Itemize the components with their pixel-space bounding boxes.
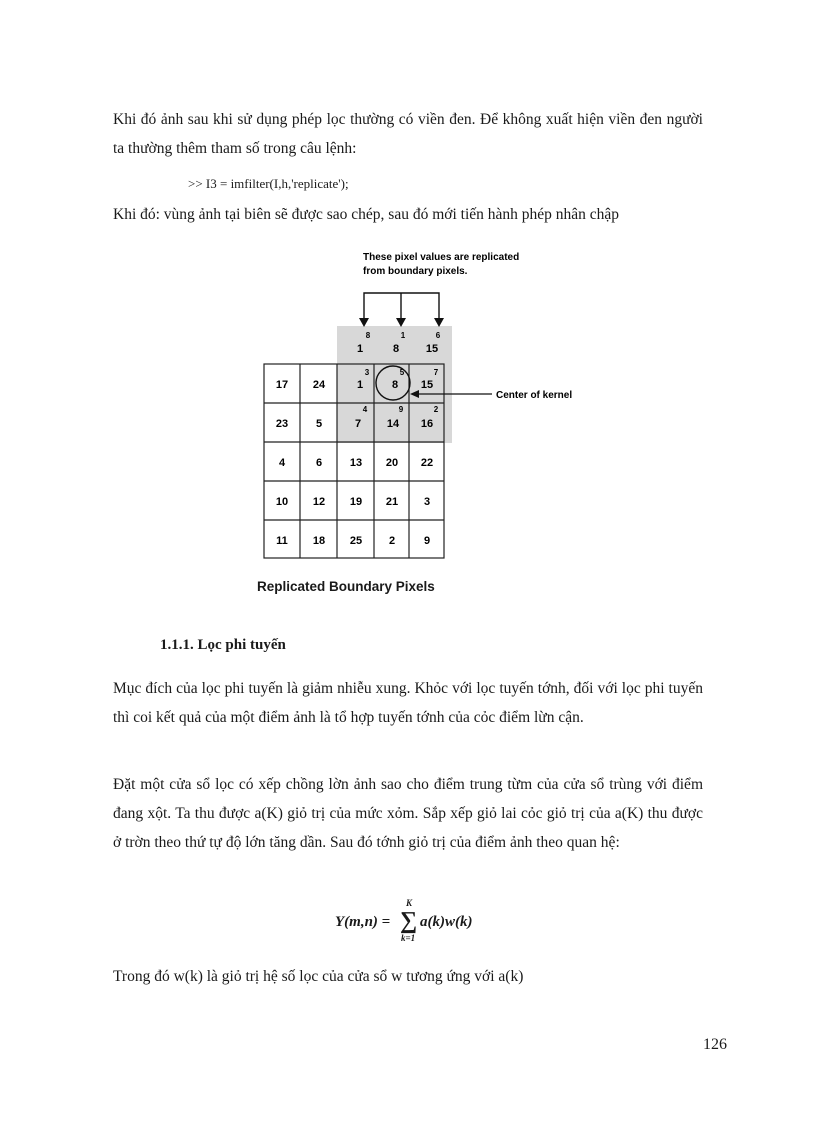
paragraph-4: Đặt một cửa sổ lọc có xếp chồng lờn ảnh sao cho điểm trung từm của cửa sổ trùng với điểm đang xột. Ta thu được a(K) giỏ trị của mức xỏm. Sắp xếp giỏ lai cỏc giỏ trị của a(K) thu được ở trờn theo thứ tự độ lớn tăng dần. Sau đó tớnh giỏ trị của điểm ảnh theo quan hệ:	[113, 776, 703, 851]
cell-2-2: 13	[349, 457, 363, 469]
figure-caption: Replicated Boundary Pixels	[257, 579, 435, 594]
cell-2-0: 4	[278, 457, 286, 469]
page-number: 126	[703, 1036, 727, 1053]
note-line-1: These pixel values are replicated	[363, 252, 520, 263]
kernel-sup-0-1: 5	[399, 368, 405, 377]
kernel-sup-1-1: 9	[398, 405, 404, 414]
cell-0-1: 24	[312, 379, 326, 391]
cell-4-2: 25	[349, 535, 363, 547]
formula-sum-top: K	[406, 898, 413, 908]
cell-0-2: 1	[356, 379, 364, 391]
replicated-sup-2: 1	[400, 331, 406, 340]
cell-1-4: 16	[420, 418, 434, 430]
cell-1-1: 5	[315, 418, 323, 430]
cell-4-3: 2	[388, 535, 396, 547]
cell-2-4: 22	[420, 457, 434, 469]
cell-3-0: 10	[275, 496, 289, 508]
replicated-value-2: 8	[392, 343, 400, 355]
section-heading: 1.1.1. Lọc phi tuyến	[160, 637, 286, 653]
cell-3-3: 21	[385, 496, 399, 508]
formula-sum-symbol: ∑	[400, 908, 418, 934]
replicated-sup-3: 6	[435, 331, 441, 340]
cell-2-1: 6	[315, 457, 323, 469]
cell-4-1: 18	[312, 535, 326, 547]
cell-2-3: 20	[385, 457, 399, 469]
replicated-boundary-figure	[240, 246, 573, 602]
replicated-value-1: 1	[356, 343, 364, 355]
paragraph-3: Mục đích của lọc phi tuyến là giảm nhiễu xung. Khỏc với lọc tuyến tớnh, đối với lọc phi tuyến thì coi kết quả của một điểm ảnh là tổ hợp tuyến tớnh của cỏc điểm lừn cận.	[113, 680, 703, 726]
cell-0-3: 8	[391, 379, 399, 391]
cell-3-2: 19	[349, 496, 363, 508]
kernel-sup-1-0: 4	[362, 405, 368, 414]
formula-sum-bottom: k=1	[401, 933, 416, 943]
paragraph-5: Trong đó w(k) là giỏ trị hệ số lọc của cửa sổ w tương ứng với a(k)	[113, 968, 524, 985]
code-line: >> I3 = imfilter(I,h,'replicate');	[188, 176, 349, 191]
boundary-diagram	[240, 246, 573, 602]
arrow-heads	[359, 318, 444, 327]
kernel-sup-1-2: 2	[433, 405, 439, 414]
cell-0-4: 15	[420, 379, 434, 391]
cell-4-4: 9	[423, 535, 431, 547]
replicated-sup-1: 8	[365, 331, 371, 340]
cell-3-1: 12	[312, 496, 326, 508]
paragraph-1: Khi đó ảnh sau khi sử dụng phép lọc thường có viền đen. Để không xuất hiện viền đen người ta thường thêm tham số trong câu lệnh:	[113, 111, 703, 157]
cell-1-3: 14	[386, 418, 400, 430]
cell-4-0: 11	[276, 535, 288, 547]
cell-1-2: 7	[354, 418, 362, 430]
formula-rhs: a(k)w(k)	[420, 914, 473, 930]
cell-3-4: 3	[423, 496, 431, 508]
kernel-label: Center of kernel	[496, 390, 573, 401]
replication-arrows	[364, 293, 439, 320]
cell-0-0: 17	[275, 379, 289, 391]
formula-lhs: Y(m,n) =	[335, 914, 391, 930]
replicated-value-3: 15	[425, 343, 439, 355]
kernel-sup-0-0: 3	[364, 368, 370, 377]
cell-1-0: 23	[275, 418, 289, 430]
kernel-sup-0-2: 7	[433, 368, 439, 377]
note-line-2: from boundary pixels.	[363, 266, 468, 277]
paragraph-2: Khi đó: vùng ảnh tại biên sẽ được sao chép, sau đó mới tiến hành phép nhân chập	[113, 206, 620, 223]
